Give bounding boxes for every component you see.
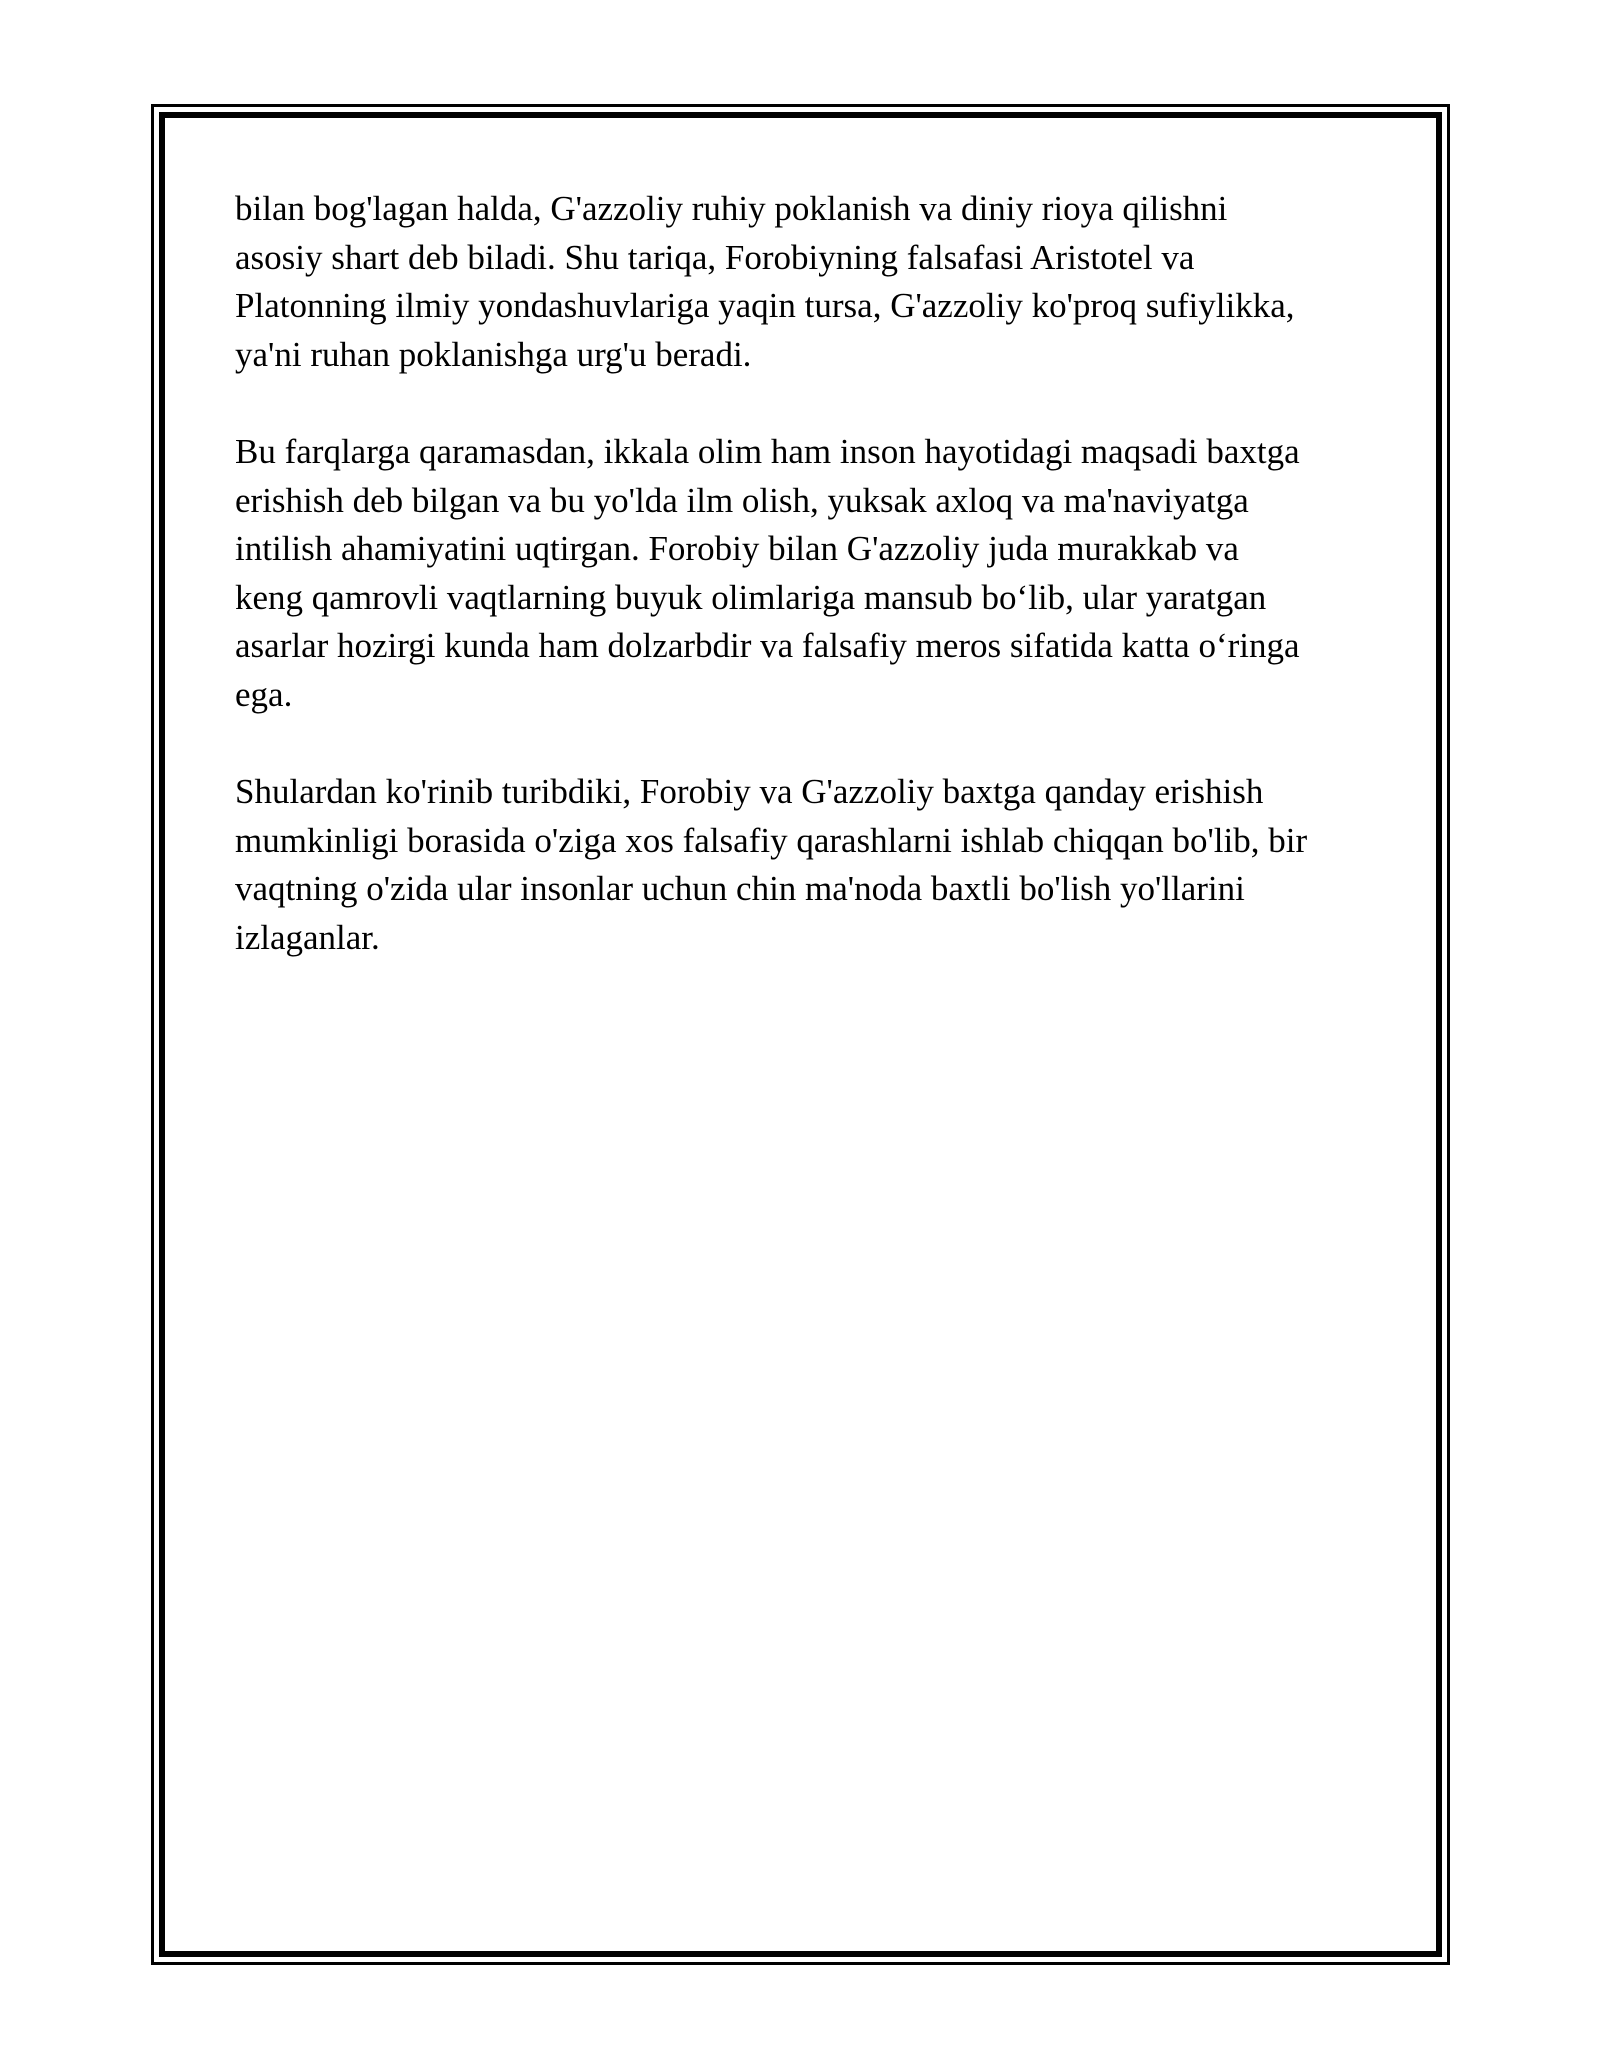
paragraph-2: Bu farqlarga qaramasdan, ikkala olim ham inson hayotidagi maqsadi baxtga erishish deb bilgan va bu yo'lda ilm olish, yuksak axloq va ma'naviyatga intilish ahamiyatini uqtirgan. Forobiy bilan G'azzoliy juda murakkab va keng qamrovli vaqtlarning buyuk olimlariga mansub bo‘lib, ular yaratgan asarlar hozirgi kunda ham dolzarbdir va falsafiy meros sifatida katta o‘ringa ega. [235, 432, 1300, 714]
paragraph-3: Shulardan ko'rinib turibdiki, Forobiy va G'azzoliy baxtga qanday erishish mumkinligi borasida o'ziga xos falsafiy qarashlarni ishlab chiqqan bo'lib, bir vaqtning o'zida ular insonlar uchun chin ma'noda baxtli bo'lish yo'llarini izlaganlar. [235, 772, 1308, 957]
paragraph-1: bilan bog'lagan halda, G'azzoliy ruhiy poklanish va diniy rioya qilishni asosiy shart deb biladi. Shu tariqa, Forobiyning falsafasi Aristotel va Platonning ilmiy yondashuvlariga yaqin tursa, G'azzoliy ko'proq sufiylikka, ya'ni ruhan poklanishga urg'u beradi. [235, 189, 1295, 374]
document-body [235, 185, 1395, 1011]
